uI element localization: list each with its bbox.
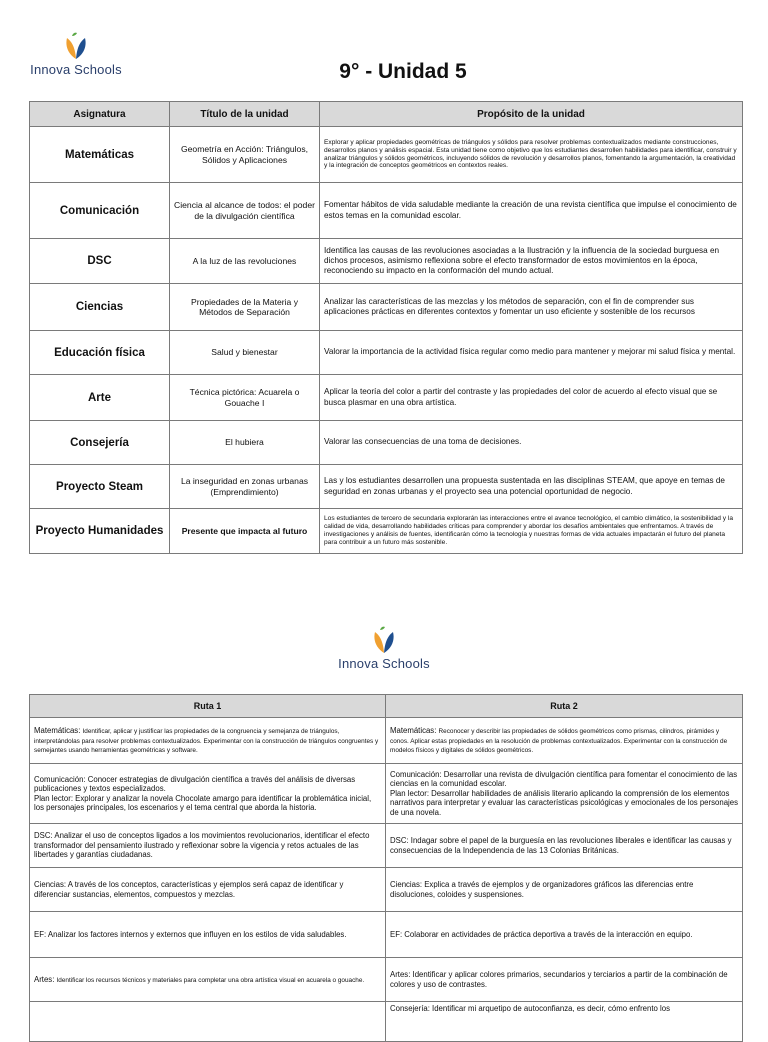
subject-cell: Ciencias	[30, 284, 170, 331]
table-row	[30, 465, 743, 509]
page-title: 9° - Unidad 5	[339, 60, 467, 83]
innova-schools-logo	[334, 626, 434, 671]
route-1-cell: EF: Analizar los factores internos y externos que influyen en los estilos de vida saludables.	[30, 912, 386, 958]
route-1-cell: DSC: Analizar el uso de conceptos ligados a los movimientos revolucionarios, identificar el efecto transformador del pensamiento ilustrado y reflexionar sobre la vigencia y retos actuales de las libertades y garantías ciudadanas.	[30, 824, 386, 868]
innova-leaf-icon	[371, 626, 397, 654]
purpose-cell: Analizar las características de las mezclas y los métodos de separación, con el fin de comprender sus aplicaciones prácticas en diferentes contextos y fomentar un uso eficiente y sostenible de los recursos	[320, 284, 743, 331]
route-2-cell: Artes: Identificar y aplicar colores primarios, secundarios y terciarios a partir de la combinación de colores y uso de contrastes.	[386, 958, 743, 1002]
table-row	[30, 375, 743, 421]
purpose-cell: Las y los estudiantes desarrollen una propuesta sustentada en las disciplinas STEAM, que apoye en temas de seguridad en zonas urbanas y el proyecto sea una potencial oportunidad de negocio.	[320, 465, 743, 509]
route-1-text: Identificar, aplicar y justificar las propiedades de la congruencia y semejanza de triángulos, interpretándolas para resolver problemas contextualizados. Experimentar con la construcción de triángulos congruentes y semejantes usando herramientas geométricas y software.	[34, 727, 379, 755]
route-1-cell: Ciencias: A través de los conceptos, características y ejemplos será capaz de identificar y diferenciar sustancias, elementos, compuestos y mezclas.	[30, 868, 386, 912]
unit-title-cell: La inseguridad en zonas urbanas (Emprendimiento)	[170, 465, 320, 509]
innova-leaf-icon	[63, 32, 89, 60]
purpose-cell: Valorar la importancia de la actividad física regular como medio para mantener y mejorar mi salud física y mental.	[320, 331, 743, 375]
table-row	[30, 958, 743, 1002]
route-1-subject: Artes:	[34, 974, 57, 984]
subject-cell: Proyecto Steam	[30, 465, 170, 509]
route-2-text: Reconocer y describir las propiedades de sólidos geométricos como prismas, cilindros, pirámides y conos. Aplicar estas propiedades en la resolución de problemas contextualizados. Experimentar con la construcción de modelos físicos y digitales de sólidos geométricos.	[390, 727, 728, 755]
purpose-cell: Los estudiantes de tercero de secundaria explorarán las interacciones entre el avance tecnológico, el cambio climático, la sostenibilidad y la calidad de vida, desarrollando habilidades críticas para comprender y abordar los desafíos ambientales que enfrentamos. A través de investigaciones y análisis de fuentes, identificarán cómo la tecnología y nuestras formas de vida actuales impactarán el futuro del planeta para contribuir a un futuro más sostenible.	[320, 509, 743, 554]
innova-schools-logo	[26, 32, 126, 77]
subject-cell: DSC	[30, 239, 170, 284]
route-1-cell	[30, 764, 386, 824]
route-2-cell	[386, 718, 743, 764]
route-2-cell: DSC: Indagar sobre el papel de la burguesía en las revoluciones liberales e identificar las causas y consecuencias de la Independencia de las 13 Colonias Británicas.	[386, 824, 743, 868]
table-row	[30, 127, 743, 183]
table-row	[30, 718, 743, 764]
route-2-text-plan-lector: Plan lector: Desarrollar habilidades de análisis literario aplicando la comprensión de los elementos narrativos para interpretar y evaluar las características psicológicas y emocionales de los personajes de una novela.	[390, 788, 738, 817]
subject-cell: Proyecto Humanidades	[30, 509, 170, 554]
route-1-cell	[30, 958, 386, 1002]
unit-title-cell: Técnica pictórica: Acuarela o Gouache I	[170, 375, 320, 421]
purpose-cell: Aplicar la teoría del color a partir del contraste y las propiedades del color de acuerdo al efecto visual que se busca plasmar en una obra artística.	[320, 375, 743, 421]
table-row	[30, 421, 743, 465]
route-2-subject: Matemáticas:	[390, 725, 439, 735]
unit-title-cell: Ciencia al alcance de todos: el poder de la divulgación científica	[170, 183, 320, 239]
units-table	[29, 101, 743, 554]
table-row	[30, 284, 743, 331]
route-1-text: Comunicación: Conocer estrategias de divulgación científica a través del análisis de diversas publicaciones y textos especializados.	[34, 774, 356, 794]
route-2-cell	[386, 764, 743, 824]
route-2-cell: EF: Colaborar en actividades de práctica deportiva a través de la interacción en equipo.	[386, 912, 743, 958]
purpose-cell: Explorar y aplicar propiedades geométricas de triángulos y sólidos para resolver problemas contextualizados mediante construcciones, desarrollos planos y análisis espacial. Esta unidad tiene como objetivo que los estudiantes desarrollen habilidades para identificar, construir y analizar triángulos y sólidos geométricos, incluyendo sólidos de revolución y desarrollos planos, fomentando la argumentación, la creatividad y la integración de conceptos geométricos en contextos reales.	[320, 127, 743, 183]
header-purpose: Propósito de la unidad	[320, 102, 743, 127]
subject-cell: Comunicación	[30, 183, 170, 239]
subject-cell: Arte	[30, 375, 170, 421]
route-1-cell	[30, 718, 386, 764]
purpose-cell: Valorar las consecuencias de una toma de decisiones.	[320, 421, 743, 465]
table-row	[30, 509, 743, 554]
subject-cell: Consejería	[30, 421, 170, 465]
table-row	[30, 183, 743, 239]
unit-title-cell: A la luz de las revoluciones	[170, 239, 320, 284]
header-subject: Asignatura	[30, 102, 170, 127]
route-1-text-plan-lector: Plan lector: Explorar y analizar la novela Chocolate amargo para identificar la problemática inicial, los personajes principales, los escenarios y el tema central que aborda la historia.	[34, 793, 372, 812]
unit-title-cell: El hubiera	[170, 421, 320, 465]
brand-name: Innova Schools	[30, 62, 122, 77]
purpose-cell: Identifica las causas de las revoluciones asociadas a la Ilustración y la influencia de la sociedad burguesa en dichos procesos, asimismo reflexiona sobre el efecto transformador de estos movimientos en la época, reconociendo su impacto en la conformación del mundo actual.	[320, 239, 743, 284]
unit-title-cell: Salud y bienestar	[170, 331, 320, 375]
table-row	[30, 912, 743, 958]
subject-cell: Matemáticas	[30, 127, 170, 183]
table-row	[30, 239, 743, 284]
brand-name: Innova Schools	[338, 656, 430, 671]
route-1-cell	[30, 1002, 386, 1042]
purpose-cell: Fomentar hábitos de vida saludable mediante la creación de una revista científica que impulse el conocimiento de estos temas en la comunidad escolar.	[320, 183, 743, 239]
routes-table	[29, 694, 743, 1042]
header-route-1: Ruta 1	[30, 695, 386, 718]
header-route-2: Ruta 2	[386, 695, 743, 718]
route-2-cell: Consejería: Identificar mi arquetipo de autoconfianza, es decir, cómo enfrento los	[386, 1002, 743, 1042]
unit-title-cell: Propiedades de la Materia y Métodos de Separación	[170, 284, 320, 331]
route-1-subject: Matemáticas:	[34, 725, 83, 735]
routes-table-header	[30, 695, 743, 718]
route-1-text: Identificar los recursos técnicos y materiales para completar una obra artística visual en acuarela o gouache.	[56, 976, 365, 984]
table-row	[30, 1002, 743, 1042]
table-row	[30, 868, 743, 912]
table-row	[30, 764, 743, 824]
units-table-header	[30, 102, 743, 127]
table-row	[30, 824, 743, 868]
unit-title-cell: Geometría en Acción: Triángulos, Sólidos y Aplicaciones	[170, 127, 320, 183]
unit-title-cell: Presente que impacta al futuro	[170, 509, 320, 554]
route-2-text: Comunicación: Desarrollar una revista de divulgación científica para fomentar el conocimiento de las ciencias en la comunidad escolar.	[390, 770, 738, 789]
header-unit-title: Título de la unidad	[170, 102, 320, 127]
table-row	[30, 331, 743, 375]
subject-cell: Educación física	[30, 331, 170, 375]
route-2-cell: Ciencias: Explica a través de ejemplos y de organizadores gráficos las diferencias entre disoluciones, coloides y suspensiones.	[386, 868, 743, 912]
